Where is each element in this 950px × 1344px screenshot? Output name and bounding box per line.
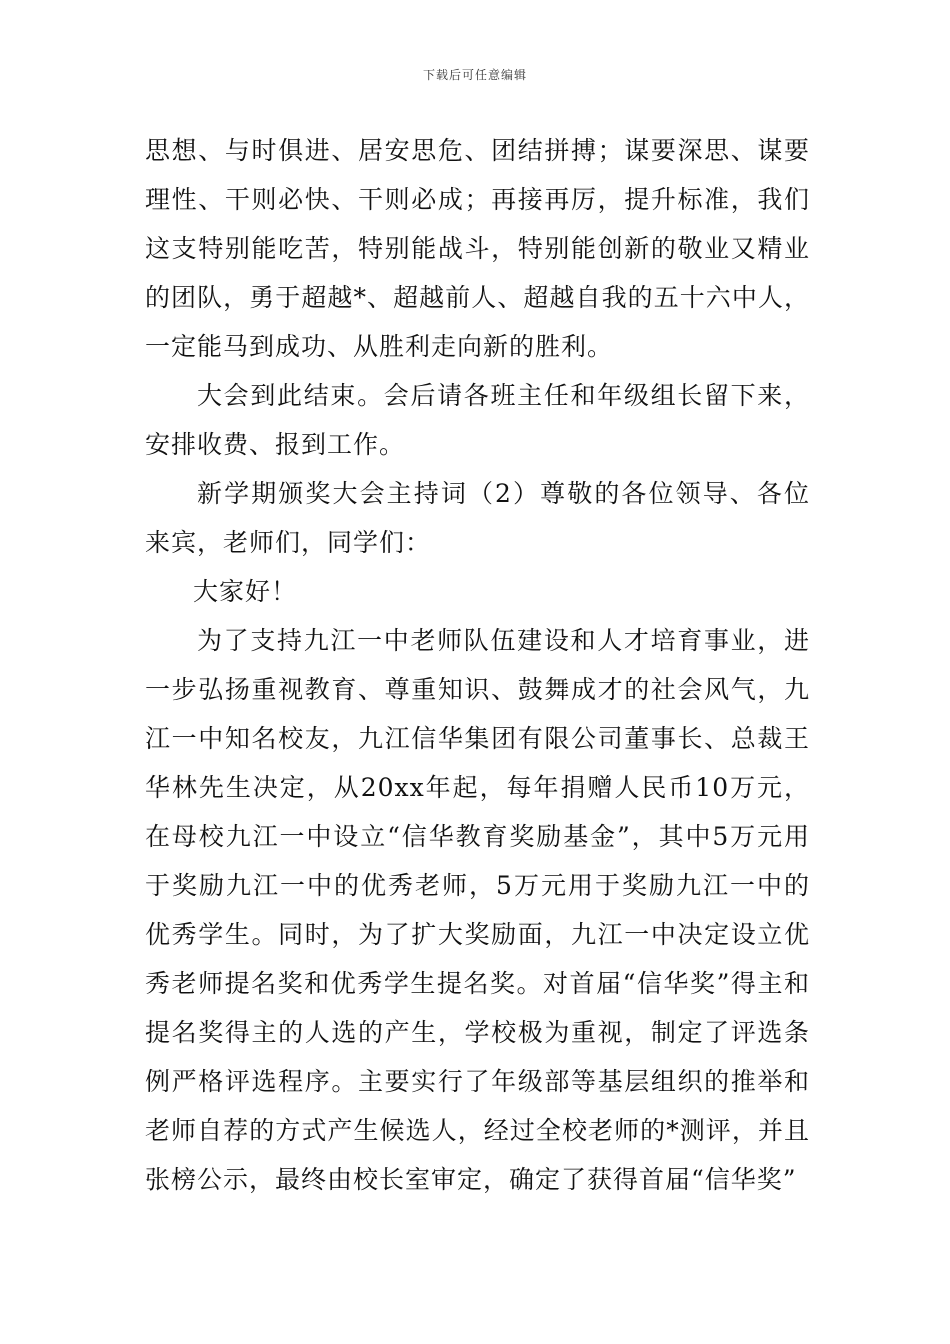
page-header: 下载后可任意编辑: [422, 68, 527, 82]
paragraph-continuation: 思想、与时俱进、居安思危、团结拼搏；谋要深思、谋要理性、干则必快、干则必成；再接再厉，提升标准，我们这支特别能吃苦，特别能战斗，特别能创新的敬业又精业的团队，勇于超越*、超越前人、超越自我的五十六中人，一定能马到成功、从胜利走向新的胜利。: [145, 136, 810, 361]
paragraph-opening-address: 新学期颁奖大会主持词（2）尊敬的各位领导、各位来宾，老师们，同学们：: [145, 479, 810, 557]
paragraph-greeting: 大家好！: [193, 577, 298, 606]
document-body: [145, 126, 810, 1204]
paragraph-closing: 大会到此结束。会后请各班主任和年级组长留下来，安排收费、报到工作。: [145, 381, 810, 459]
paragraph-award-background: 为了支持九江一中老师队伍建设和人才培育事业，进一步弘扬重视教育、尊重知识、鼓舞成才的社会风气，九江一中知名校友，九江信华集团有限公司董事长、总裁王华林先生决定，从20xx年起，每年捐赠人民币10万元，在母校九江一中设立“信华教育奖励基金”，其中5万元用于奖励九江一中的优秀老师，5万元用于奖励九江一中的优秀学生。同时，为了扩大奖励面，九江一中决定设立优秀老师提名奖和优秀学生提名奖。对首届“信华奖”得主和提名奖得主的人选的产生，学校极为重视，制定了评选条例严格评选程序。主要实行了年级部等基层组织的推举和老师自荐的方式产生候选人，经过全校老师的*测评，并且张榜公示，最终由校长室审定，确定了获得首届“信华奖”: [145, 626, 810, 1194]
